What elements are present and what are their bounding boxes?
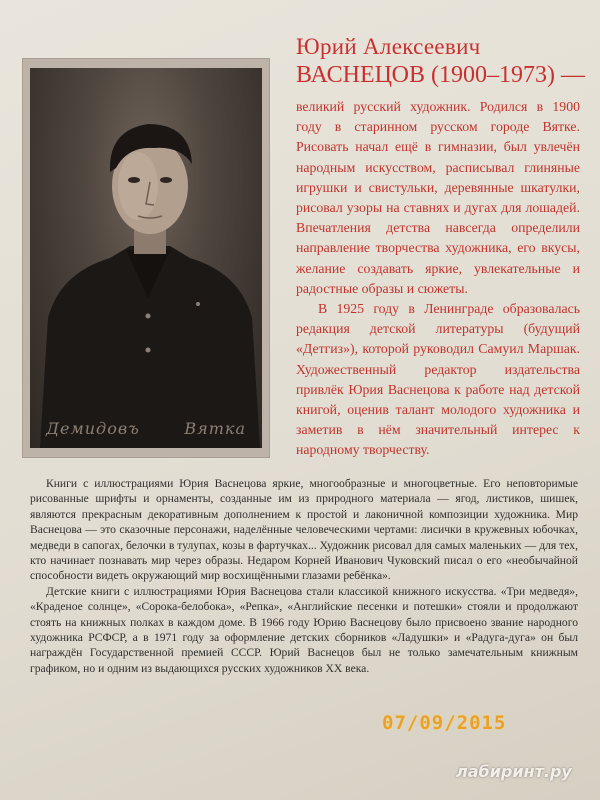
- artist-name-heading: Юрий Алексеевич: [296, 34, 481, 59]
- photo-stamp-right: Вятка: [184, 419, 246, 438]
- biography-paragraph-1: великий русский художник. Родился в 1900 году в старинном русском городе Вятке. Рисовать начал ещё в гимназии, был увлечён народным искусством, расписывал глиняные игрушки и свистульки, деревянные шкатулки, рисовал узоры на ставнях и дугах для лошадей. Впечатления детства навсегда определили направление творчества художника, его вкусы, желание создавать яркие, увлекательные и радостные образы и сюжеты.: [296, 99, 580, 296]
- illustrations-paragraph-1: Книги с иллюстрациями Юрия Васнецова яркие, многообразные и многоцветные. Его неповторимые рисованные шрифты и орнаменты, созданные им из природного материала — ягод, листиков, шишек, являются прекрасным декоративным дополнением к простой и лаконичной композиции художника. Мир Васнецова — это сказочные персонажи, наделённые человеческими чертами: лисички в кружевных юбочках, медведи в сапогах, белочки в тулупах, козы в фартучках... Художник рисовал для самых маленьких — для тех, кто начинает познавать мир через образы. Недаром Корней Иванович Чуковский писал о его «необычайной способности видеть окружающий мир восхищёнными глазами ребёнка».: [30, 477, 578, 583]
- photo-stamp-left: Демидовъ: [46, 419, 140, 438]
- portrait-photo-frame: [22, 58, 270, 458]
- illustrations-paragraph-2: Детские книги с иллюстрациями Юрия Васнецова стали классикой книжного искусства. «Три медведя», «Краденое солнце», «Сорока-белобока», «Репка», «Английские песенки и потешки» стояли и продолжают стоять на книжных полках в каждом доме. В 1966 году Юрию Васнецову было присвоено звание народного художника РСФСР, а в 1971 году за оформление детских сборников «Ладушки» и «Радуга-дуга» он был награждён Государственной премией СССР. Юрий Васнецов был не только замечательным книжным графиком, но и одним из выдающихся русских художников XX века.: [30, 584, 578, 675]
- biography-column: [296, 97, 580, 461]
- biography-paragraph-2: В 1925 году в Ленинграде образовалась редакция детской литературы (будущий «Детгиз»), которой руководил Самуил Маршак. Художественный редактор издательства привлёк Юрия Васнецова к работе над детской книгой, оценив талант молодого художника и заметив в нём значительный интерес к народному творчеству.: [296, 301, 580, 458]
- artist-surname-heading: ВАСНЕЦОВ (1900–1973) —: [296, 62, 585, 88]
- camera-date-stamp: 07/09/2015: [382, 712, 507, 734]
- site-watermark: лабиринт.ру: [456, 762, 572, 781]
- portrait-silhouette: [30, 68, 262, 448]
- photo-studio-stamp: [46, 419, 246, 438]
- portrait-photo: [30, 68, 262, 448]
- illustrations-text-block: [30, 476, 578, 676]
